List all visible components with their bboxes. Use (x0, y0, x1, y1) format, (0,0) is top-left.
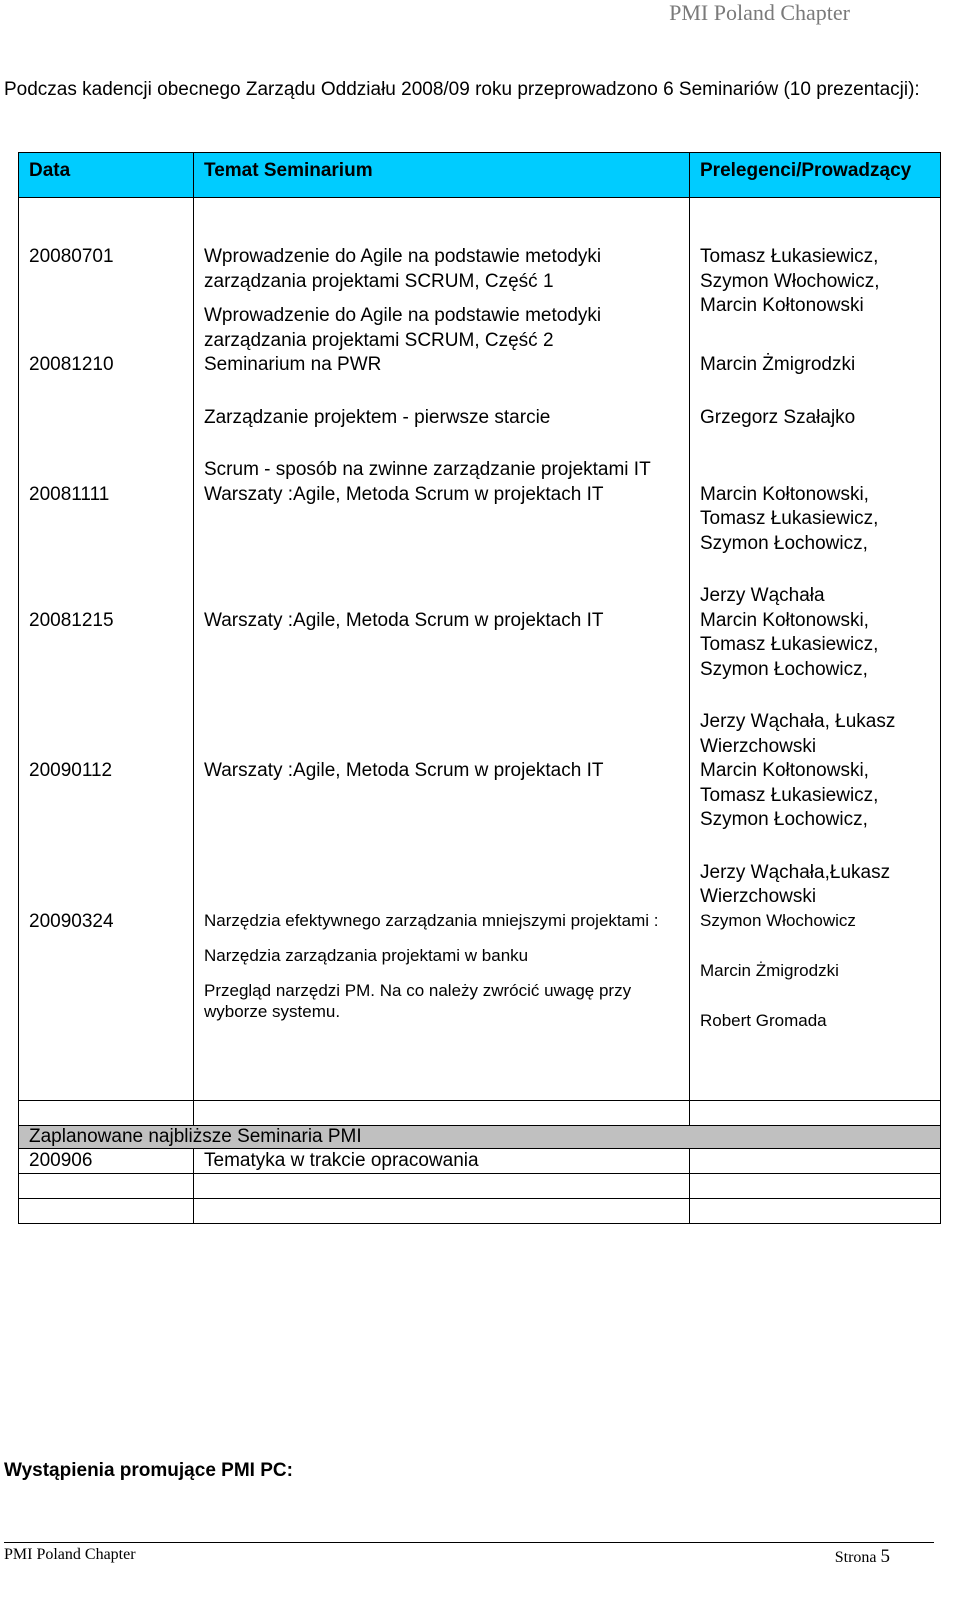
speakers-cell (690, 1148, 941, 1173)
table-row (19, 1173, 941, 1198)
footer-divider (4, 1542, 934, 1543)
topic-cell: Narzędzia efektywnego zarządzania mniejszymi projektami : Narzędzia zarządzania projektami w banku Przegląd narzędzi PM. Na co należy zwrócić uwagę przy wyborze systemu. (194, 910, 690, 1101)
topic-cell: Warszaty :Agile, Metoda Scrum w projektach IT (194, 483, 690, 609)
speakers-cell: Marcin Kołtonowski, Tomasz Łukasiewicz, Szymon Łochowicz, Jerzy Wąchała (690, 483, 941, 609)
topic-cell: Wprowadzenie do Agile na podstawie metodyki zarządzania projektami SCRUM, Część 1 Wprowadzenie do Agile na podstawie metodyki zarządzania projektami SCRUM, Część 2 (194, 198, 690, 354)
col-header-topic: Temat Seminarium (194, 153, 690, 198)
speakers-cell: Tomasz Łukasiewicz, Szymon Włochowicz, Marcin Kołtonowski (690, 198, 941, 354)
topic-cell: Seminarium na PWR Zarządzanie projektem - pierwsze starcie Scrum - sposób na zwinne zarządzanie projektami IT (194, 353, 690, 483)
speakers-cell: Marcin Żmigrodzki Grzegorz Szałajko (690, 353, 941, 483)
col-header-speakers: Prelegenci/Prowadzący (690, 153, 941, 198)
section-title: Wystąpienia promujące PMI PC: (4, 1460, 293, 1481)
col-header-date: Data (19, 153, 194, 198)
date-cell: 20081210 (19, 353, 194, 483)
table-row (19, 483, 941, 609)
date-cell: 200906 (19, 1148, 194, 1173)
table-row (19, 1148, 941, 1173)
table-row (19, 1198, 941, 1223)
seminar-table (18, 152, 941, 1224)
topic-cell: Warszaty :Agile, Metoda Scrum w projektach IT (194, 759, 690, 910)
page-label: Strona (834, 1549, 877, 1566)
date-cell: 20081111 (19, 483, 194, 609)
speakers-cell: Marcin Kołtonowski, Tomasz Łukasiewicz, Szymon Łochowicz, Jerzy Wąchała,Łukasz Wierzchowski (690, 759, 941, 910)
table-row (19, 759, 941, 910)
date-cell: 20080701 (19, 198, 194, 354)
planned-header-row (19, 1125, 941, 1148)
page-number: 5 (880, 1546, 890, 1567)
topic-cell: Warszaty :Agile, Metoda Scrum w projektach IT (194, 609, 690, 760)
table-row (19, 1100, 941, 1125)
footer-chapter: PMI Poland Chapter (4, 1546, 136, 1563)
date-cell: 20090324 (19, 910, 194, 1101)
table-row (19, 198, 941, 354)
intro-paragraph: Podczas kadencji obecnego Zarządu Oddziału 2008/09 roku przeprowadzono 6 Seminariów (10 prezentacji): (4, 79, 920, 100)
planned-title: Zaplanowane najbliższe Seminaria PMI (19, 1125, 941, 1148)
table-row (19, 910, 941, 1101)
date-cell: 20081215 (19, 609, 194, 760)
table-row (19, 353, 941, 483)
date-cell: 20090112 (19, 759, 194, 910)
table-row (19, 609, 941, 760)
speakers-cell: Marcin Kołtonowski, Tomasz Łukasiewicz, Szymon Łochowicz, Jerzy Wąchała, Łukasz Wierzchowski (690, 609, 941, 760)
speakers-cell: Szymon Włochowicz Marcin Żmigrodzki Robert Gromada (690, 910, 941, 1101)
table-header-row (19, 153, 941, 198)
page-header: PMI Poland Chapter (669, 0, 850, 25)
footer-page (835, 1546, 890, 1568)
topic-cell: Tematyka w trakcie opracowania (194, 1148, 690, 1173)
